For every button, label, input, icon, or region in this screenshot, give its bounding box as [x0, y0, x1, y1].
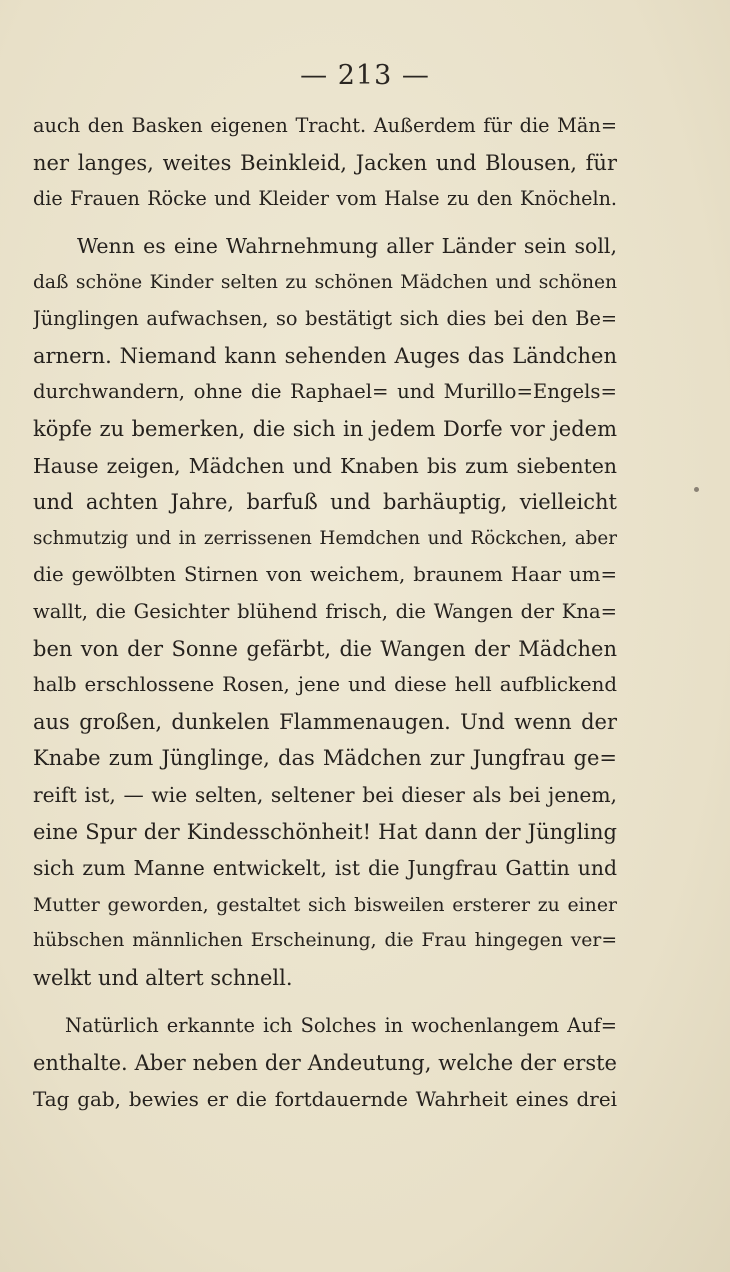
text-line: ben von der Sonne gefärbt, die Wangen der Mädchen [33, 636, 617, 661]
text-line: sich zum Manne entwickelt, ist die Jungfrau Gattin und [33, 856, 617, 881]
text-line: eine Spur der Kindesschönheit! Hat dann der Jüngling [33, 819, 617, 844]
text-line: daß schöne Kinder selten zu schönen Mädchen und schönen [33, 271, 617, 293]
paper-speck [694, 487, 699, 492]
page-number: — 213 — [300, 60, 430, 91]
paragraph-1 [33, 108, 617, 218]
text-line: Natürlich erkannte ich Solches in wochenlangem Auf= [65, 1014, 617, 1037]
text-line: und achten Jahre, barfuß und barhäuptig, vielleicht [33, 490, 617, 515]
text-line: die Frauen Röcke und Kleider vom Halse zu den Knöcheln. [33, 187, 617, 211]
text-line: enthalte. Aber neben der Andeutung, welche der erste [33, 1050, 617, 1075]
text-line: hübschen männlichen Erscheinung, die Frau hingegen ver= [33, 930, 617, 952]
text-line: welkt und altert schnell. [33, 965, 293, 990]
text-line: köpfe zu bemerken, die sich in jedem Dorfe vor jedem [33, 416, 617, 441]
text-line: Knabe zum Jünglinge, das Mädchen zur Jungfrau ge= [33, 746, 617, 771]
text-line: aus großen, dunkelen Flammenaugen. Und wenn der [33, 709, 617, 734]
text-line: reift ist, — wie selten, seltener bei dieser als bei jenem, [33, 782, 617, 807]
text-line: Jünglingen aufwachsen, so bestätigt sich dies bei den Be= [33, 307, 617, 331]
text-line: Wenn es eine Wahrnehmung aller Länder sein soll, [77, 234, 617, 258]
text-line: Mutter geworden, gestaltet sich bisweilen ersterer zu einer [33, 893, 617, 916]
text-line: Tag gab, bewies er die fortdauernde Wahrheit eines drei [33, 1087, 617, 1112]
text-line: schmutzig und in zerrissenen Hemdchen und Röckchen, aber [33, 527, 617, 549]
text-line: wallt, die Gesichter blühend frisch, die Wangen der Kna= [33, 599, 617, 623]
text-line: Hause zeigen, Mädchen und Knaben bis zum siebenten [33, 453, 617, 478]
paragraph-2 [33, 228, 617, 996]
text-line: die gewölbten Stirnen von weichem, braunem Haar um= [33, 563, 617, 587]
text-line: arnern. Niemand kann sehenden Auges das Ländchen [33, 343, 617, 368]
paragraph-3 [33, 1008, 617, 1118]
text-line: durchwandern, ohne die Raphael= und Murillo=Engels= [33, 380, 617, 404]
text-line: ner langes, weites Beinkleid, Jacken und Blousen, für [33, 150, 617, 175]
text-line: halb erschlossene Rosen, jene und diese hell aufblickend [33, 673, 617, 697]
text-line: auch den Basken eigenen Tracht. Außerdem für die Män= [33, 114, 617, 137]
